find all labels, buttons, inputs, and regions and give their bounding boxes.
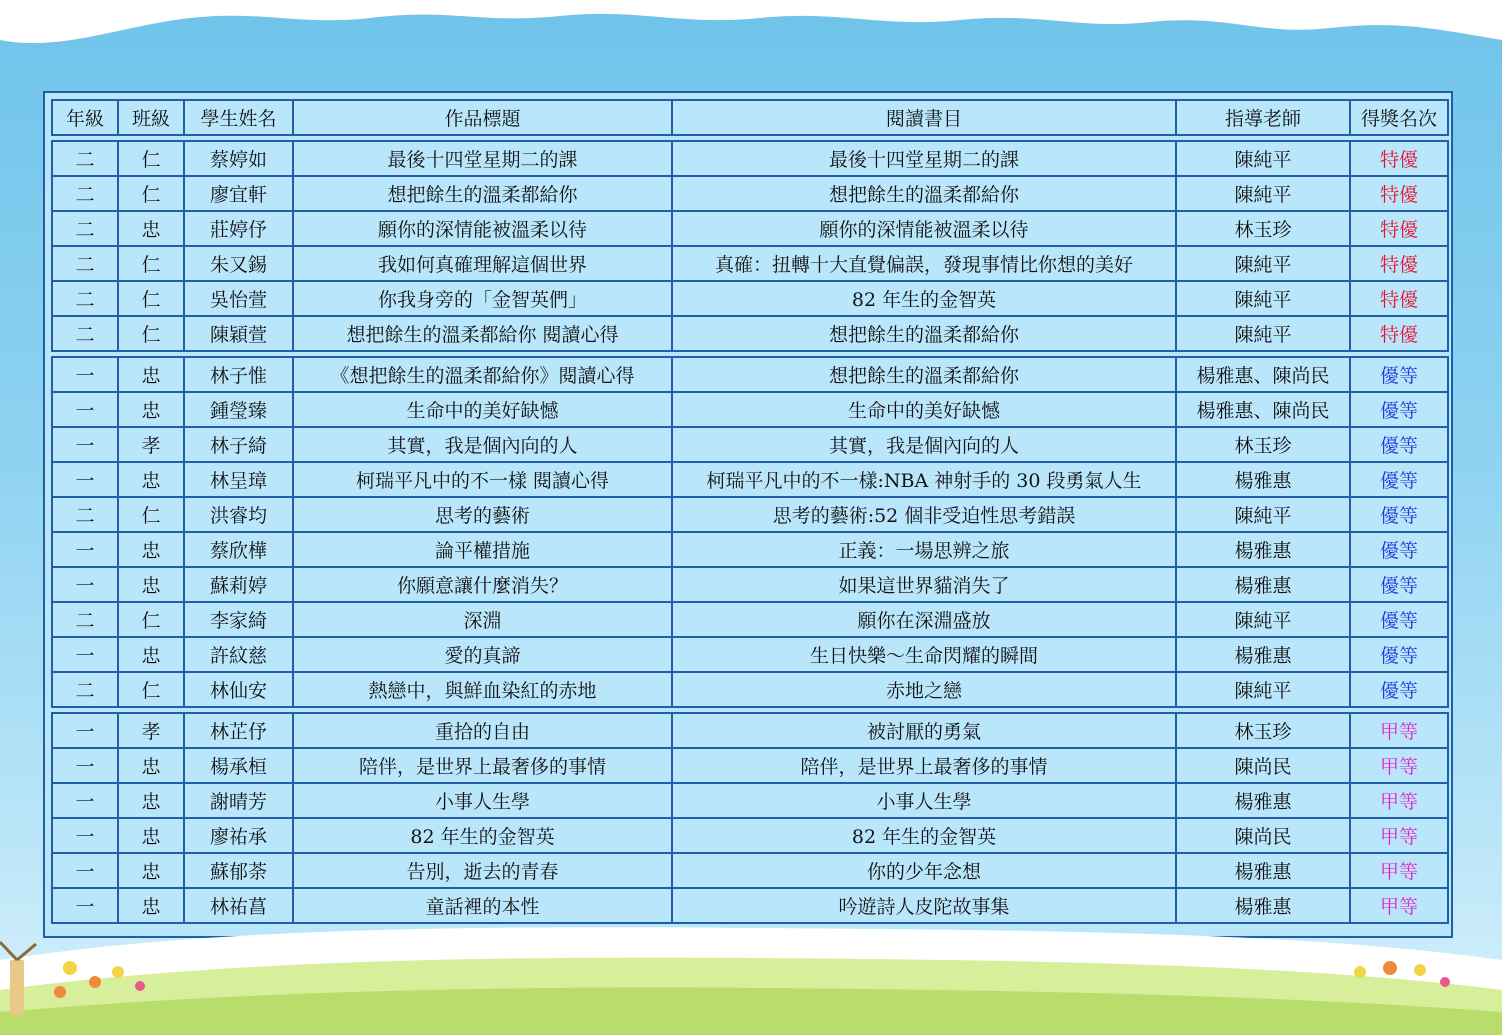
work-title-cell: 想把餘生的溫柔都給你 閱讀心得 (293, 316, 672, 351)
class-cell: 忠 (118, 567, 184, 602)
student-name-cell: 林子綺 (184, 427, 293, 462)
teacher-cell: 楊雅惠、陳尚民 (1176, 357, 1350, 392)
teacher-cell: 陳尚民 (1176, 748, 1350, 783)
work-title-cell: 小事人生學 (293, 783, 672, 818)
table-row (52, 818, 1448, 853)
work-title-cell: 陪伴，是世界上最奢侈的事情 (293, 748, 672, 783)
award-cell: 優等 (1350, 637, 1448, 672)
header-teacher: 指導老師 (1176, 100, 1350, 135)
work-title-cell: 想把餘生的溫柔都給你 (293, 176, 672, 211)
header-row (52, 100, 1448, 135)
work-title-cell: 童話裡的本性 (293, 888, 672, 923)
book-title-cell: 被討厭的勇氣 (672, 713, 1176, 748)
award-cell: 特優 (1350, 211, 1448, 246)
table-row (52, 281, 1448, 316)
award-cell: 優等 (1350, 497, 1448, 532)
work-title-cell: 你願意讓什麼消失？ (293, 567, 672, 602)
grade-cell: 一 (52, 427, 118, 462)
teacher-cell: 楊雅惠 (1176, 532, 1350, 567)
book-title-cell: 正義：一場思辨之旅 (672, 532, 1176, 567)
award-cell: 甲等 (1350, 853, 1448, 888)
work-title-cell: 熱戀中，與鮮血染紅的赤地 (293, 672, 672, 707)
grade-cell: 二 (52, 141, 118, 176)
book-title-cell: 生日快樂～生命閃耀的瞬間 (672, 637, 1176, 672)
student-name-cell: 林子惟 (184, 357, 293, 392)
student-name-cell: 廖宜軒 (184, 176, 293, 211)
teacher-cell: 楊雅惠 (1176, 888, 1350, 923)
award-cell: 優等 (1350, 427, 1448, 462)
class-cell: 忠 (118, 888, 184, 923)
book-title-cell: 82 年生的金智英 (672, 281, 1176, 316)
table-row (52, 602, 1448, 637)
work-title-cell: 生命中的美好缺憾 (293, 392, 672, 427)
book-title-cell: 赤地之戀 (672, 672, 1176, 707)
class-cell: 忠 (118, 783, 184, 818)
class-cell: 仁 (118, 672, 184, 707)
work-title-cell: 告別，逝去的青春 (293, 853, 672, 888)
award-cell: 特優 (1350, 246, 1448, 281)
table-row (52, 888, 1448, 923)
class-cell: 孝 (118, 427, 184, 462)
award-cell: 甲等 (1350, 888, 1448, 923)
grade-cell: 一 (52, 357, 118, 392)
class-cell: 仁 (118, 281, 184, 316)
award-cell: 特優 (1350, 141, 1448, 176)
teacher-cell: 林玉珍 (1176, 211, 1350, 246)
table-row (52, 176, 1448, 211)
book-title-cell: 柯瑞平凡中的不一樣:NBA 神射手的 30 段勇氣人生 (672, 462, 1176, 497)
class-cell: 忠 (118, 532, 184, 567)
class-cell: 仁 (118, 246, 184, 281)
class-cell: 仁 (118, 602, 184, 637)
work-title-cell: 願你的深情能被溫柔以待 (293, 211, 672, 246)
sky-cloud-border (0, 0, 1502, 80)
header-grade: 年級 (52, 100, 118, 135)
student-name-cell: 林芷伃 (184, 713, 293, 748)
book-title-cell: 願你的深情能被溫柔以待 (672, 211, 1176, 246)
grade-cell: 二 (52, 281, 118, 316)
teacher-cell: 楊雅惠 (1176, 853, 1350, 888)
book-title-cell: 陪伴，是世界上最奢侈的事情 (672, 748, 1176, 783)
grade-cell: 二 (52, 497, 118, 532)
class-cell: 忠 (118, 462, 184, 497)
table-row (52, 497, 1448, 532)
book-title-cell: 吟遊詩人皮陀故事集 (672, 888, 1176, 923)
work-title-cell: 思考的藝術 (293, 497, 672, 532)
grade-cell: 一 (52, 783, 118, 818)
table-row (52, 427, 1448, 462)
meadow-decoration (0, 920, 1502, 1035)
work-title-cell: 《想把餘生的溫柔都給你》閱讀心得 (293, 357, 672, 392)
student-name-cell: 林呈璋 (184, 462, 293, 497)
award-cell: 甲等 (1350, 748, 1448, 783)
work-title-cell: 82 年生的金智英 (293, 818, 672, 853)
grade-cell: 一 (52, 853, 118, 888)
student-name-cell: 吳怡萱 (184, 281, 293, 316)
book-title-cell: 生命中的美好缺憾 (672, 392, 1176, 427)
class-cell: 忠 (118, 748, 184, 783)
teacher-cell: 林玉珍 (1176, 713, 1350, 748)
student-name-cell: 陳穎萱 (184, 316, 293, 351)
award-cell: 特優 (1350, 176, 1448, 211)
grade-cell: 二 (52, 211, 118, 246)
teacher-cell: 楊雅惠 (1176, 462, 1350, 497)
header-student-name: 學生姓名 (184, 100, 293, 135)
teacher-cell: 楊雅惠 (1176, 783, 1350, 818)
grade-cell: 一 (52, 567, 118, 602)
student-name-cell: 廖祐承 (184, 818, 293, 853)
work-title-cell: 柯瑞平凡中的不一樣 閱讀心得 (293, 462, 672, 497)
teacher-cell: 陳純平 (1176, 316, 1350, 351)
student-name-cell: 朱又錫 (184, 246, 293, 281)
table-row (52, 637, 1448, 672)
book-title-cell: 真確：扭轉十大直覺偏誤，發現事情比你想的美好 (672, 246, 1176, 281)
class-cell: 仁 (118, 141, 184, 176)
table-row (52, 748, 1448, 783)
student-name-cell: 楊承桓 (184, 748, 293, 783)
student-name-cell: 蔡欣樺 (184, 532, 293, 567)
work-title-cell: 其實，我是個內向的人 (293, 427, 672, 462)
teacher-cell: 楊雅惠、陳尚民 (1176, 392, 1350, 427)
table-row (52, 532, 1448, 567)
student-name-cell: 蔡婷如 (184, 141, 293, 176)
student-name-cell: 洪睿均 (184, 497, 293, 532)
grade-cell: 一 (52, 637, 118, 672)
work-title-cell: 論平權措施 (293, 532, 672, 567)
teacher-cell: 楊雅惠 (1176, 637, 1350, 672)
class-cell: 忠 (118, 853, 184, 888)
table-row (52, 392, 1448, 427)
grade-cell: 一 (52, 748, 118, 783)
work-title-cell: 我如何真確理解這個世界 (293, 246, 672, 281)
grade-cell: 二 (52, 316, 118, 351)
book-title-cell: 82 年生的金智英 (672, 818, 1176, 853)
student-name-cell: 林仙安 (184, 672, 293, 707)
teacher-cell: 陳純平 (1176, 672, 1350, 707)
award-cell: 優等 (1350, 602, 1448, 637)
grade-cell: 一 (52, 888, 118, 923)
award-cell: 優等 (1350, 567, 1448, 602)
table-row (52, 853, 1448, 888)
grade-cell: 二 (52, 602, 118, 637)
grade-cell: 二 (52, 176, 118, 211)
award-cell: 特優 (1350, 281, 1448, 316)
header-class: 班級 (118, 100, 184, 135)
student-name-cell: 鍾瑩臻 (184, 392, 293, 427)
book-title-cell: 如果這世界貓消失了 (672, 567, 1176, 602)
teacher-cell: 陳純平 (1176, 281, 1350, 316)
award-cell: 優等 (1350, 392, 1448, 427)
class-cell: 仁 (118, 316, 184, 351)
grade-cell: 二 (52, 672, 118, 707)
work-title-cell: 你我身旁的「金智英們」 (293, 281, 672, 316)
student-name-cell: 李家綺 (184, 602, 293, 637)
grade-cell: 一 (52, 392, 118, 427)
work-title-cell: 重拾的自由 (293, 713, 672, 748)
award-cell: 特優 (1350, 316, 1448, 351)
award-cell: 甲等 (1350, 713, 1448, 748)
book-title-cell: 想把餘生的溫柔都給你 (672, 176, 1176, 211)
work-title-cell: 深淵 (293, 602, 672, 637)
class-cell: 忠 (118, 392, 184, 427)
work-title-cell: 愛的真諦 (293, 637, 672, 672)
award-cell: 優等 (1350, 672, 1448, 707)
work-title-cell: 最後十四堂星期二的課 (293, 141, 672, 176)
class-cell: 仁 (118, 176, 184, 211)
teacher-cell: 陳純平 (1176, 497, 1350, 532)
header-work-title: 作品標題 (293, 100, 672, 135)
book-title-cell: 想把餘生的溫柔都給你 (672, 357, 1176, 392)
teacher-cell: 陳尚民 (1176, 818, 1350, 853)
student-name-cell: 莊婷伃 (184, 211, 293, 246)
table-row (52, 357, 1448, 392)
book-title-cell: 小事人生學 (672, 783, 1176, 818)
awards-table-frame (43, 91, 1453, 938)
grade-cell: 一 (52, 713, 118, 748)
teacher-cell: 林玉珍 (1176, 427, 1350, 462)
table-body (52, 135, 1448, 923)
class-cell: 仁 (118, 497, 184, 532)
table-row (52, 567, 1448, 602)
award-cell: 甲等 (1350, 783, 1448, 818)
table-row (52, 462, 1448, 497)
award-cell: 優等 (1350, 532, 1448, 567)
class-cell: 忠 (118, 211, 184, 246)
student-name-cell: 許紋慈 (184, 637, 293, 672)
book-title-cell: 其實，我是個內向的人 (672, 427, 1176, 462)
header-book-title: 閱讀書目 (672, 100, 1176, 135)
teacher-cell: 陳純平 (1176, 246, 1350, 281)
grade-cell: 一 (52, 818, 118, 853)
award-cell: 優等 (1350, 462, 1448, 497)
teacher-cell: 陳純平 (1176, 176, 1350, 211)
table-row (52, 783, 1448, 818)
teacher-cell: 陳純平 (1176, 141, 1350, 176)
student-name-cell: 蘇郁荼 (184, 853, 293, 888)
table-row (52, 246, 1448, 281)
award-cell: 優等 (1350, 357, 1448, 392)
book-title-cell: 想把餘生的溫柔都給你 (672, 316, 1176, 351)
class-cell: 孝 (118, 713, 184, 748)
teacher-cell: 陳純平 (1176, 602, 1350, 637)
grade-cell: 二 (52, 246, 118, 281)
table-row (52, 211, 1448, 246)
table-row (52, 672, 1448, 707)
class-cell: 忠 (118, 357, 184, 392)
class-cell: 忠 (118, 818, 184, 853)
award-cell: 甲等 (1350, 818, 1448, 853)
student-name-cell: 蘇莉婷 (184, 567, 293, 602)
table-row (52, 141, 1448, 176)
table-row (52, 713, 1448, 748)
grade-cell: 一 (52, 462, 118, 497)
book-title-cell: 思考的藝術:52 個非受迫性思考錯誤 (672, 497, 1176, 532)
book-title-cell: 你的少年念想 (672, 853, 1176, 888)
student-name-cell: 謝晴芳 (184, 783, 293, 818)
student-name-cell: 林祐菖 (184, 888, 293, 923)
class-cell: 忠 (118, 637, 184, 672)
teacher-cell: 楊雅惠 (1176, 567, 1350, 602)
book-title-cell: 願你在深淵盛放 (672, 602, 1176, 637)
table-row (52, 316, 1448, 351)
book-title-cell: 最後十四堂星期二的課 (672, 141, 1176, 176)
grade-cell: 一 (52, 532, 118, 567)
awards-table (51, 99, 1449, 924)
header-award: 得獎名次 (1350, 100, 1448, 135)
